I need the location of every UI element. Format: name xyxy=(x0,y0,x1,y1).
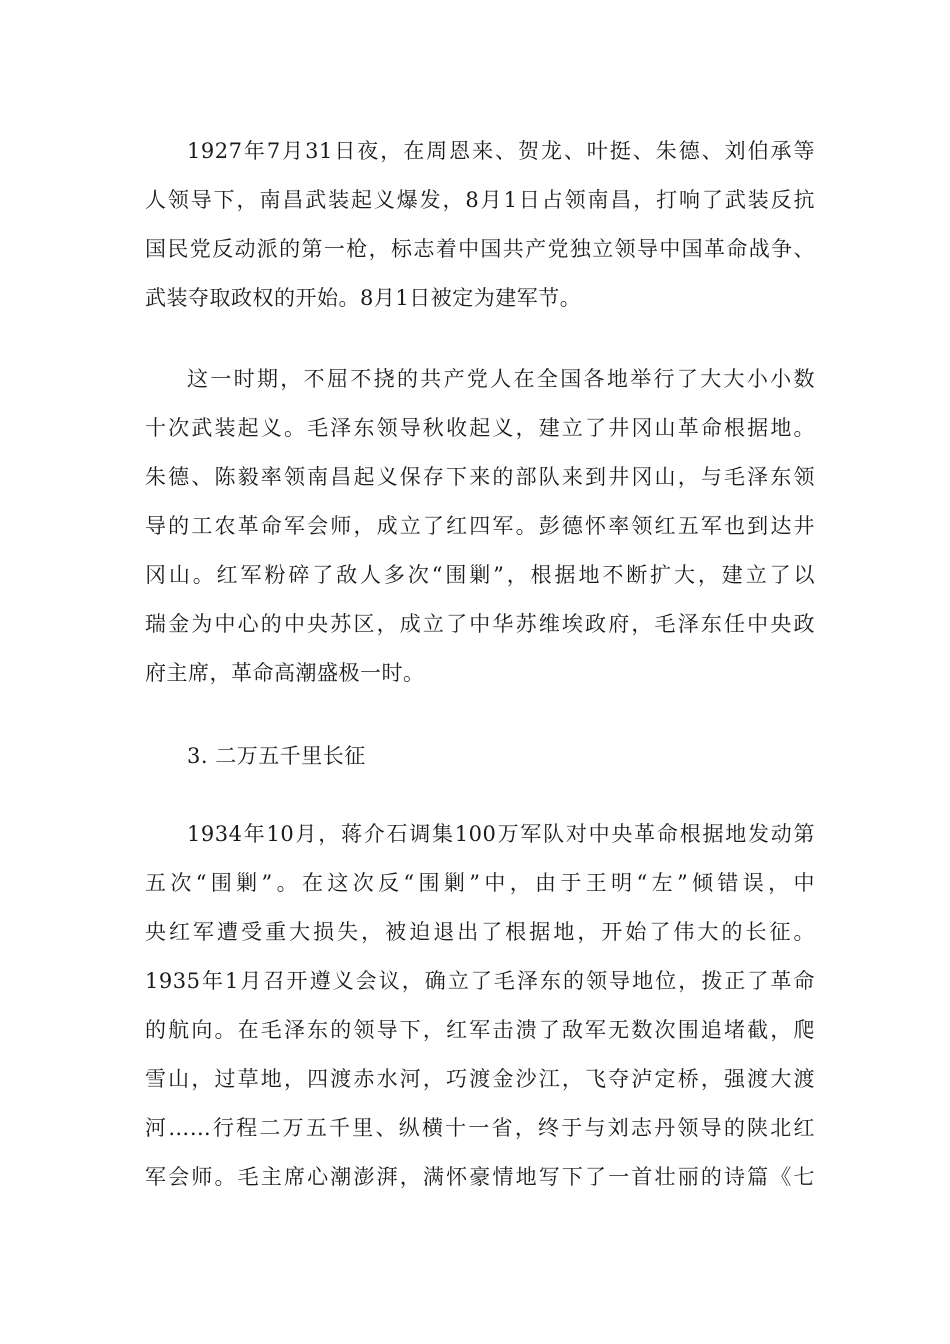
paragraph-line: 五次“围剿”。在这次反“围剿”中，由于王明“左”倾错误，中 xyxy=(145,871,815,895)
paragraph-line: 1927年7月31日夜，在周恩来、贺龙、叶挺、朱德、刘伯承等 xyxy=(187,139,815,163)
paragraph-line: 十次武装起义。毛泽东领导秋收起义，建立了井冈山革命根据地。 xyxy=(145,416,815,440)
paragraph-armed-uprisings xyxy=(145,355,815,698)
paragraph-line: 府主席，革命高潮盛极一时。 xyxy=(145,661,425,685)
section-heading-text: 3. 二万五千里长征 xyxy=(187,744,366,768)
paragraph-line: 人领导下，南昌武装起义爆发，8月1日占领南昌，打响了武装反抗 xyxy=(145,188,815,212)
paragraph-line: 冈山。红军粉碎了敌人多次“围剿”，根据地不断扩大，建立了以 xyxy=(145,563,815,587)
paragraph-line: 朱德、陈毅率领南昌起义保存下来的部队来到井冈山，与毛泽东领 xyxy=(145,465,815,489)
paragraph-line: 国民党反动派的第一枪，标志着中国共产党独立领导中国革命战争、 xyxy=(145,237,815,261)
paragraph-line: 军会师。毛主席心潮澎湃，满怀豪情地写下了一首壮丽的诗篇《七 xyxy=(145,1165,815,1189)
paragraph-line: 1935年1月召开遵义会议，确立了毛泽东的领导地位，拨正了革命 xyxy=(145,969,815,993)
paragraph-line: 央红军遭受重大损失，被迫退出了根据地，开始了伟大的长征。 xyxy=(145,920,815,944)
paragraph-line: 1934年10月，蒋介石调集100万军队对中央革命根据地发动第 xyxy=(187,822,815,846)
paragraph-line: 雪山，过草地，四渡赤水河，巧渡金沙江，飞夺泸定桥，强渡大渡 xyxy=(145,1067,815,1091)
section-heading xyxy=(145,732,815,781)
paragraph-line: 瑞金为中心的中央苏区，成立了中华苏维埃政府，毛泽东任中央政 xyxy=(145,612,815,636)
paragraph-line: 导的工农革命军会师，成立了红四军。彭德怀率领红五军也到达井 xyxy=(145,514,815,538)
paragraph-nanchang-uprising xyxy=(145,127,815,323)
paragraph-line: 武装夺取政权的开始。8月1日被定为建军节。 xyxy=(145,286,582,310)
paragraph-line: 的航向。在毛泽东的领导下，红军击溃了敌军无数次围追堵截，爬 xyxy=(145,1018,815,1042)
paragraph-line: 这一时期，不屈不挠的共产党人在全国各地举行了大大小小数 xyxy=(187,367,815,391)
paragraph-line: 河……行程二万五千里、纵横十一省，终于与刘志丹领导的陕北红 xyxy=(145,1116,815,1140)
paragraph-long-march xyxy=(145,810,815,1202)
